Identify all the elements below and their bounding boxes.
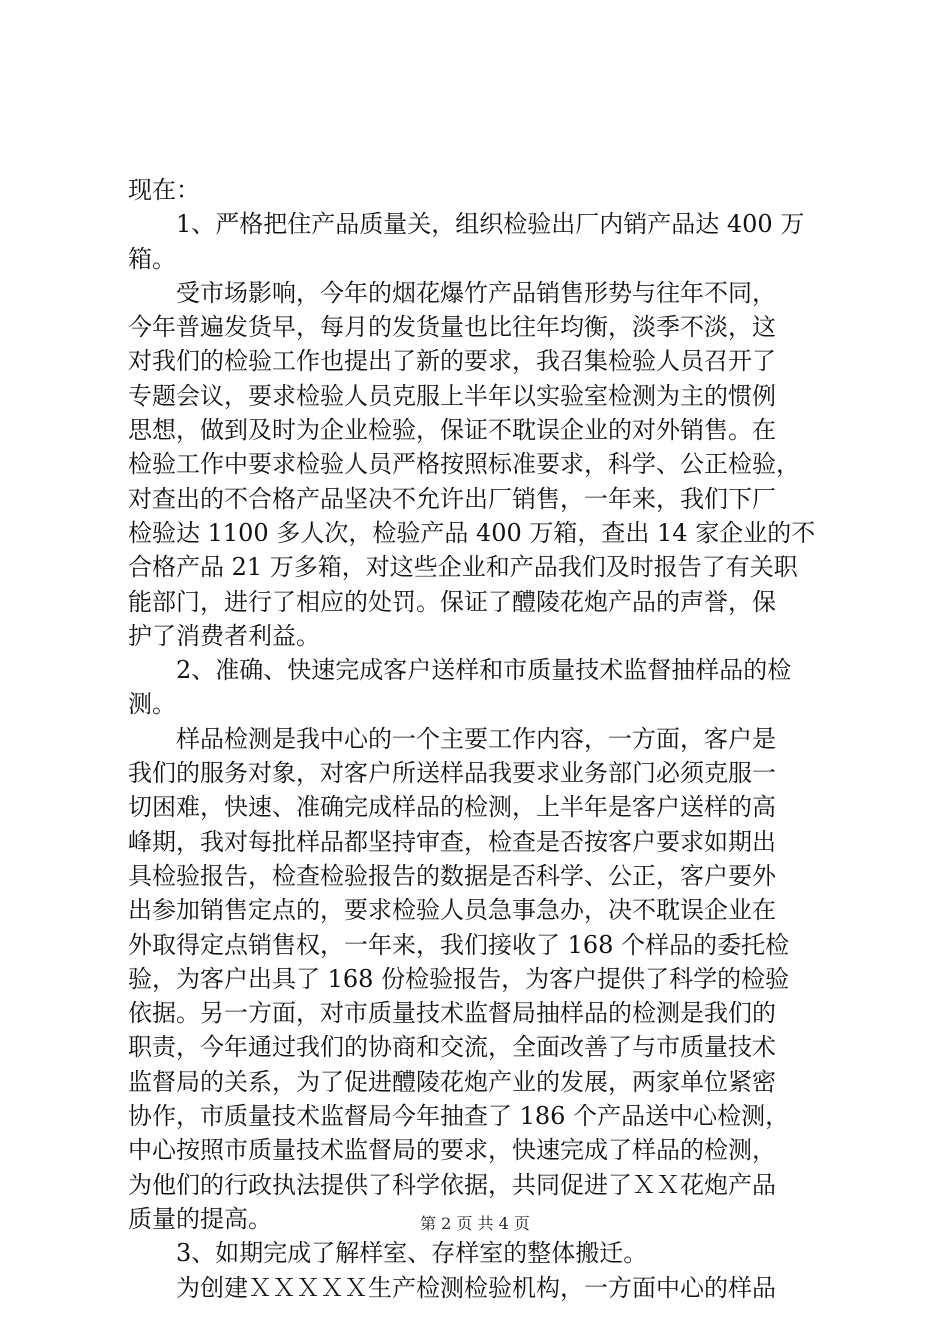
text-line: 今年普遍发货早，每月的发货量也比往年均衡，淡季不淡，这 bbox=[128, 313, 776, 342]
text-line: 我们的服务对象，对客户所送样品我要求业务部门必须克服一 bbox=[128, 759, 776, 788]
text-line: 外取得定点销售权，一年来，我们接收了 168 个样品的委托检 bbox=[128, 930, 790, 959]
text-line: 1、严格把住产品质量关，组织检验出厂内销产品达 400 万 bbox=[176, 210, 805, 239]
text-line: 现在： bbox=[128, 176, 200, 204]
text-line: 2、准确、快速完成客户送样和市质量技术监督抽样品的检 bbox=[176, 656, 792, 685]
text-line: 思想，做到及时为企业检验，保证不耽误企业的对外销售。在 bbox=[128, 416, 776, 445]
text-line: 对我们的检验工作也提出了新的要求，我召集检验人员召开了 bbox=[128, 347, 776, 376]
text-line: 协作，市质量技术监督局今年抽查了 186 个产品送中心检测， bbox=[128, 1102, 790, 1131]
text-line: 为创建ＸＸＸＸＸ生产检测检验机构，一方面中心的样品 bbox=[176, 1273, 776, 1302]
text-line: 切困难，快速、准确完成样品的检测，上半年是客户送样的高 bbox=[128, 793, 776, 822]
text-line: 护了消费者利益。 bbox=[128, 621, 320, 650]
text-line: 检验达 1100 多人次，检验产品 400 万箱，查出 14 家企业的不 bbox=[128, 518, 816, 547]
text-line: 受市场影响，今年的烟花爆竹产品销售形势与往年不同， bbox=[176, 278, 776, 307]
text-line: 对查出的不合格产品坚决不允许出厂销售，一年来，我们下厂 bbox=[128, 484, 776, 513]
text-line: 能部门，进行了相应的处罚。保证了醴陵花炮产品的声誉，保 bbox=[128, 587, 776, 616]
text-line: 验，为客户出具了 168 份检验报告，为客户提供了科学的检验 bbox=[128, 964, 790, 993]
text-line: 测。 bbox=[128, 690, 176, 719]
document-body bbox=[128, 173, 832, 1305]
text-line: 峰期，我对每批样品都坚持审查，检查是否按客户要求如期出 bbox=[128, 827, 776, 856]
text-line: 为他们的行政执法提供了科学依据，共同促进了ＸＸ花炮产品 bbox=[128, 1170, 776, 1199]
text-line: 职责，今年通过我们的协商和交流，全面改善了与市质量技术 bbox=[128, 1033, 776, 1062]
text-line: 检验工作中要求检验人员严格按照标准要求，科学、公正检验， bbox=[128, 450, 800, 479]
text-line: 3、如期完成了解样室、存样室的整体搬迁。 bbox=[176, 1239, 648, 1268]
text-line: 中心按照市质量技术监督局的要求，快速完成了样品的检测， bbox=[128, 1136, 776, 1165]
text-line: 质量的提高。 bbox=[128, 1204, 272, 1233]
text-line: 出参加销售定点的，要求检验人员急事急办，决不耽误企业在 bbox=[128, 896, 776, 925]
text-line: 监督局的关系，为了促进醴陵花炮产业的发展，两家单位紧密 bbox=[128, 1067, 776, 1096]
text-line: 样品检测是我中心的一个主要工作内容，一方面，客户是 bbox=[176, 724, 776, 753]
text-line: 箱。 bbox=[128, 244, 176, 273]
text-line: 依据。另一方面，对市质量技术监督局抽样品的检测是我们的 bbox=[128, 999, 776, 1028]
text-line: 专题会议，要求检验人员克服上半年以实验室检测为主的惯例 bbox=[128, 381, 776, 410]
text-line: 合格产品 21 万多箱，对这些企业和产品我们及时报告了有关职 bbox=[128, 553, 798, 582]
page-footer: 第 2 页 共 4 页 bbox=[420, 1214, 530, 1233]
text-line: 具检验报告，检查检验报告的数据是否科学、公正，客户要外 bbox=[128, 861, 776, 890]
